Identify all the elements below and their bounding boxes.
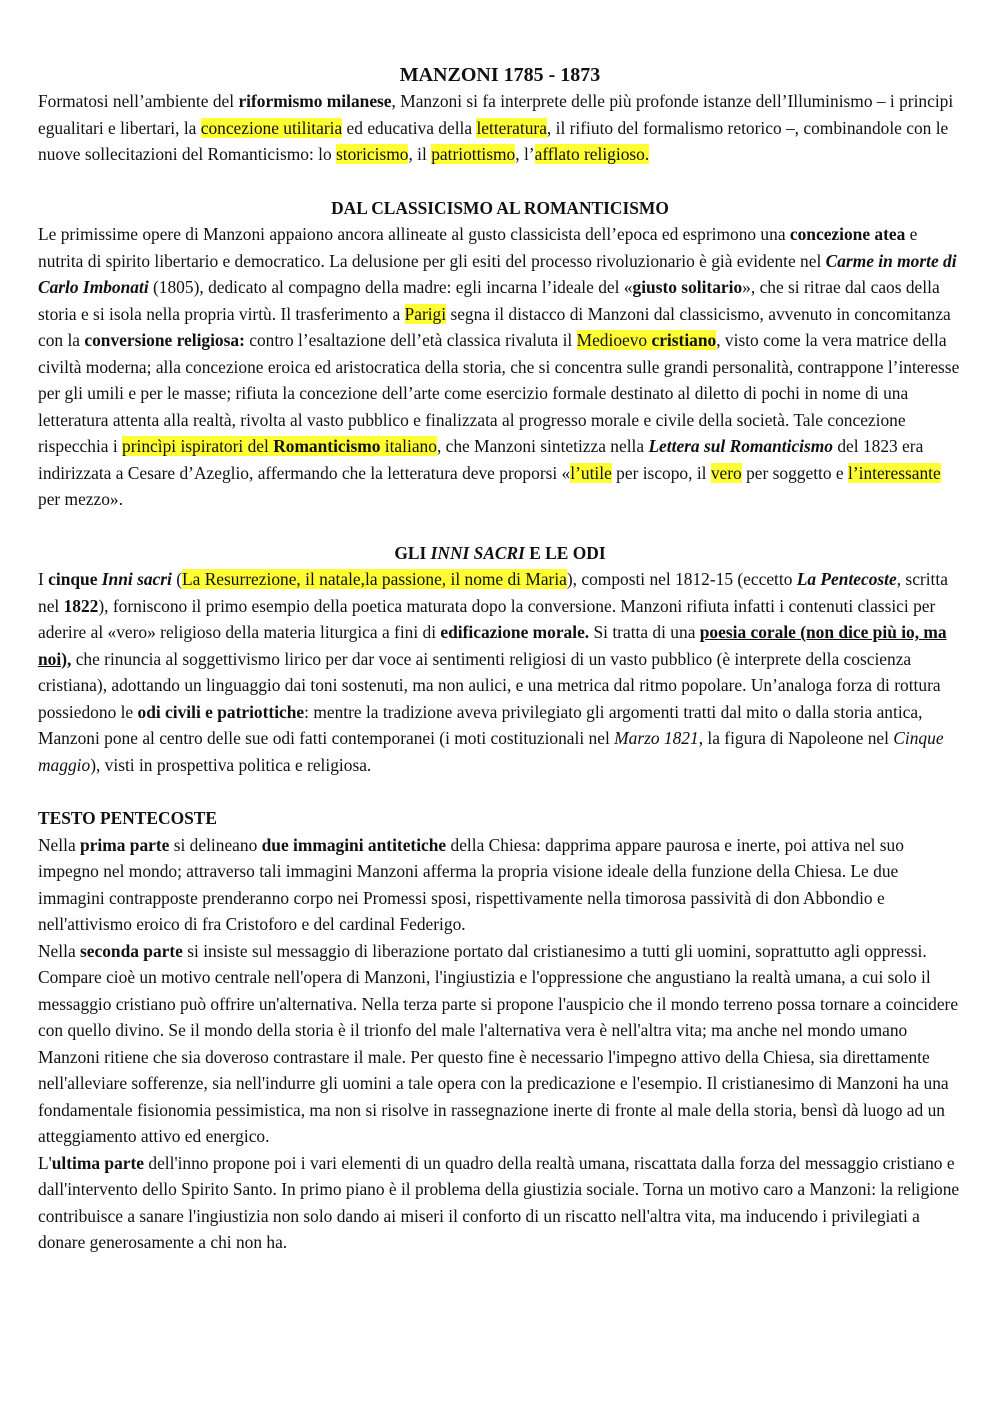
bold-text: due immagini antitetiche	[261, 834, 447, 855]
text-run: , Manzoni si fa interprete delle più profonde istanze dell’Illuminismo – i principi egualitari e libertari, la	[38, 91, 954, 138]
highlighted-text: La Resurrezione, il natale,la passione, il nome di Maria	[182, 569, 567, 589]
text-run: Le primissime opere di Manzoni appaiono ancora allineate al gusto classicista dell’epoca ed esprimono una	[38, 224, 790, 244]
text-run: per mezzo».	[38, 489, 123, 509]
intro-paragraph	[38, 88, 962, 168]
text-run: , scritta nel	[38, 569, 948, 616]
text-run: e nutrita di spirito libertario e democratico. La delusione per gli esiti del processo rivoluzionario è già evidente nel	[38, 224, 918, 271]
italic-text: Cinque maggio	[38, 728, 944, 775]
text-run: ), composti nel 1812-15 (eccetto	[566, 569, 797, 589]
text-run: segna il distacco di Manzoni dal classicismo, avvenuto in concomitanza con la	[38, 303, 951, 350]
text-run: , il	[408, 144, 432, 164]
highlighted-text: princìpi ispiratori del	[122, 436, 274, 456]
text-run: che rinuncia al soggettivismo lirico per dar voce ai sentimenti religiosi di un vasto pubblico (è interprete della coscienza cristiana), adottando un linguaggio dai toni sostenuti, ma non aulici, e una metrica dal ritmo popolare. Un’analoga forza di rottura possiedono le	[38, 648, 941, 722]
text-run: : mentre la tradizione aveva privilegiato gli argomenti tratti dal mito o dalla storia antica, Manzoni pone al centro delle sue odi fatti contemporanei (i moti costituzionali nel	[38, 701, 923, 748]
text-run: I	[38, 569, 49, 589]
text-run: contro l’esaltazione dell’età classica rivaluta il	[244, 330, 577, 350]
bold-text: riformismo milanese	[238, 91, 392, 111]
section-paragraph-inni-sacri	[38, 566, 962, 778]
italic-text: Marzo 1821	[614, 728, 699, 748]
highlighted-bold-text: Romanticismo	[273, 436, 381, 456]
text-run: Si tratta di una	[589, 622, 700, 642]
bold-text: ultima parte	[51, 1152, 145, 1173]
text-run: (	[171, 569, 182, 589]
text-run: dell'inno propone poi i vari elementi di un quadro della realtà umana, riscattata dalla forza del messaggio cristiano e dall'intervento dello Spirito Santo. In primo piano è il problema della giustizia sociale. Torna un motivo caro a Manzoni: la religione contribuisce a sanare l'ingiustizia non solo dando ai miseri il conforto di un riscatto nell'altra vita, ma inducendo i privilegiati a donare generosamente a chi non ha.	[38, 1152, 960, 1252]
highlighted-bold-text: cristiano	[651, 330, 717, 350]
text-run: , l’	[515, 144, 535, 164]
text-run: Nella	[38, 940, 81, 961]
text-run: del 1823 era indirizzata a Cesare d’Azeglio, affermando che la letteratura deve proporsi «	[38, 436, 924, 483]
text-run: della Chiesa: dapprima appare paurosa e inerte, poi attiva nel suo impegno nel mondo; attraverso tali immagini Manzoni afferma la propria visione ideale della funzione della Chiesa. Le due immagini contrapposte prenderanno corpo nei Promessi sposi, rispettivamente nella timorosa passività di don Abbondio e nell'attivismo eroico di fra Cristoforo e del cardinal Federigo.	[38, 834, 904, 934]
bold-text: giusto solitario	[632, 277, 743, 297]
spacer	[38, 778, 962, 805]
highlighted-text: l’utile	[570, 462, 612, 483]
text-run: Formatosi nell’ambiente del	[38, 91, 239, 111]
highlighted-text: l’interessante	[847, 462, 941, 483]
bold-text: prima parte	[80, 834, 170, 855]
text-run: , il rifiuto del formalismo retorico –, combinandole con le nuove sollecitazioni del Romanticismo: lo	[38, 117, 949, 164]
highlighted-text: Medioevo	[576, 330, 652, 350]
highlighted-text: vero	[710, 462, 742, 483]
document-page	[38, 62, 962, 1256]
bold-text: 1822	[63, 595, 99, 616]
text-run: ed educativa della	[342, 117, 477, 138]
section-heading-classicismo: DAL CLASSICISMO AL ROMANTICISMO	[331, 197, 669, 218]
text-run: (1805), dedicato al compagno della madre: egli incarna l’ideale del «	[148, 277, 633, 297]
text-run: , che Manzoni sintetizza nella	[436, 436, 649, 456]
bold-text: conversione religiosa:	[84, 330, 245, 350]
pentecoste-paragraph-1	[38, 832, 962, 938]
pentecoste-paragraph-3	[38, 1150, 962, 1256]
bold-text: edificazione morale.	[440, 622, 590, 642]
bold-italic-text: Inni sacri	[101, 569, 172, 589]
highlighted-text: patriottismo	[431, 144, 516, 164]
bold-italic-text: Lettera sul Romanticismo	[648, 436, 833, 456]
pentecoste-paragraph-2	[38, 938, 962, 1150]
bold-italic-text: La Pentecoste	[796, 569, 897, 589]
highlighted-text: concezione utilitaria	[200, 117, 343, 138]
text-run: si insiste sul messaggio di liberazione portato dal cristianesimo a tutti gli uomini, soprattutto agli oppressi. Compare cioè un motivo centrale nell'opera di Manzoni, l'ingiustizia e l'oppressione che angustiano la realtà umana, a cui solo il messaggio cristiano può offrire un'alternativa. Nella terza parte si propone l'auspicio che il mondo terreno possa tornare a coincidere con quello divino. Se il mondo della storia è il trionfo del male l'alternativa vera è nell'altra vita; ma anche nel mondo umano Manzoni ritiene che sia doveroso contrastare il male. Per questo fine è necessario l'impegno attivo della Chiesa, sia direttamente nell'alleviare sofferenze, sia nell'indurre gli uomini a tale opera con la predicazione e l'esempio. Il cristianesimo di Manzoni ha una fondamentale fisionomia pessimistica, ma non si risolve in rassegnazione inerte di fronte al male della storia, bensì dà luogo ad un atteggiamento attivo ed energico.	[38, 940, 959, 1146]
bold-italic-text: Carme in morte di Carlo Imbonati	[38, 250, 957, 297]
text-run: si delineano	[169, 834, 262, 855]
highlighted-text: storicismo	[336, 144, 409, 164]
bold-text: odi civili e patriottiche	[137, 701, 305, 722]
highlighted-text: Parigi	[404, 303, 447, 324]
text-run: L'	[38, 1152, 52, 1173]
section-heading-pentecoste: TESTO PENTECOSTE	[38, 808, 217, 828]
text-run: ), forniscono il primo esempio della poetica maturata dopo la conversione. Manzoni rifiuta infatti i contenuti classici per aderire al «vero» religioso della materia liturgica a fini di	[38, 595, 936, 642]
bold-text: concezione atea	[789, 224, 906, 244]
text-run: , visto come la vera matrice della civiltà moderna; alla concezione eroica ed aristocratica della storia, che si concentra sulle grandi personalità, contrappone l’interesse per gli umili e per le masse; rifiuta la concezione dell’arte come esercizio formale destinato al diletto di pochi in nome di una letteratura attenta alla realtà, rivolta al vasto pubblico e finalizzata al progresso morale e civile della società. Tale concezione rispecchia i	[38, 330, 960, 456]
highlighted-text: letteratura	[476, 117, 547, 138]
text-run: per soggetto e	[741, 462, 848, 483]
text-run: per iscopo, il	[611, 462, 711, 483]
heading-text: E LE ODI	[524, 542, 606, 563]
document-title: MANZONI 1785 - 1873	[399, 64, 601, 86]
section-heading-inni-sacri	[38, 540, 962, 567]
text-run: Nella	[38, 834, 81, 855]
spacer	[38, 168, 962, 195]
highlighted-text: italiano	[380, 436, 437, 456]
spacer	[38, 513, 962, 540]
text-run: », che si ritrae dal caos della storia e si isola nella propria virtù. Il trasferimento a	[38, 277, 940, 324]
section-paragraph-classicismo	[38, 221, 962, 513]
heading-text: GLI	[394, 542, 431, 563]
bold-underlined-text: poesia corale (non dice più io, ma noi),	[38, 622, 947, 669]
highlighted-text: afflato religioso.	[534, 144, 650, 164]
bold-text: cinque	[48, 569, 102, 589]
text-run: ), visti in prospettiva politica e religiosa.	[90, 754, 372, 775]
text-run: , la figura di Napoleone nel	[698, 728, 894, 748]
bold-text: seconda parte	[80, 940, 183, 961]
heading-italic-text: INNI SACRI	[430, 542, 525, 563]
